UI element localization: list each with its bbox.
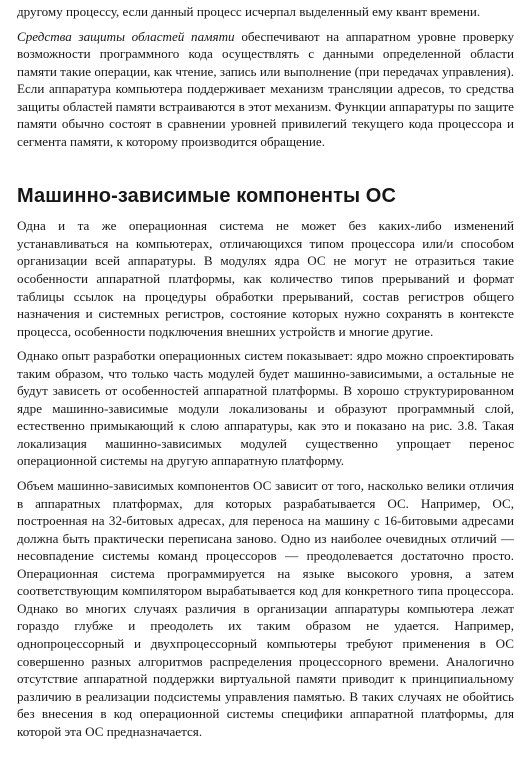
section-paragraph-3: Объем машинно-зависимых компонентов ОС зависит от того, насколько велики отличия в аппаратных платформах, для которых разрабатывается ОС. Например, ОС, построенная на 32-битовых адресах, для переноса на машину с 16-битовыми адресами должна быть практически переписана заново. Одно из наиболее очевидных отличий — несовпадение системы команд процессоров — преодолевается достаточно просто. Операционная система программируется на языке высокого уровня, а затем соответствующим компилятором вырабатывается код для конкретного типа процессора. Однако во многих случаях различия в организации аппаратуры компьютера лежат гораздо глубже и преодолеть их таким образом не удается. Например, однопроцессорный и двухпроцессорный компьютеры требуют применения в ОС совершенно разных алгоритмов распределения процессорного времени. Аналогично отсутствие аппаратной поддержки виртуальной памяти приводит к принципиальному различию в реализации подсистемы управления памятью. В таких случаях не обойтись без внесения в код операционной системы специфики аппаратной платформы, для которой эта ОС предназначается. — [17, 478, 514, 739]
section-heading: Машинно-зависимые компоненты ОС — [17, 185, 396, 208]
memory-protection-text: обеспечивают на аппаратном уровне проверку возможности программного кода осуществлять с данными определенной области памяти такие операции, как чтение, запись или выполнение (при передачах управления). Если аппаратура компьютера поддерживает механизм трансляции адресов, то средства защиты областей памяти встраиваются в этот механизм. Функции аппаратуры по защите памяти обычно состоят в сравнении уровней привилегий текущего кода процессора и сегмента памяти, к которому производится обращение. — [17, 28, 515, 149]
section-paragraph-2: Однако опыт разработки операционных систем показывает: ядро можно спроектировать таким образом, что только часть модулей будет машинно-зависимыми, а остальные не будут зависеть от особенностей аппаратной платформы. В хорошо структурированном ядре машинно-зависимые модули локализованы и образуют программный слой, естественно примыкающий к слою аппаратуры, как это и показано на рис. 3.8. Такая локализация машинно-зависимых модулей существенно упрощает перенос операционной системы на другую аппаратную платформу. — [17, 348, 514, 469]
term-memory-protection: Средства защиты областей памяти — [17, 28, 235, 44]
paragraph-memory-protection — [17, 28, 514, 151]
paragraph-continued: другому процессу, если данный процесс исчерпал выделенный ему квант времени. — [17, 4, 481, 19]
section-paragraph-1: Одна и та же операционная система не может без каких-либо изменений устанавливаться на компьютерах, отличающихся типом процессора или/и способом организации всей аппаратуры. В модулях ядра ОС не могут не отразиться такие особенности аппаратной платформы, как количество типов прерываний и формат таблицы ссылок на процедуры обработки прерываний, состав регистров общего назначения и системных регистров, состояние которых нужно сохранять в контексте процесса, особенности подключения внешних устройств и многие другие. — [17, 218, 514, 339]
